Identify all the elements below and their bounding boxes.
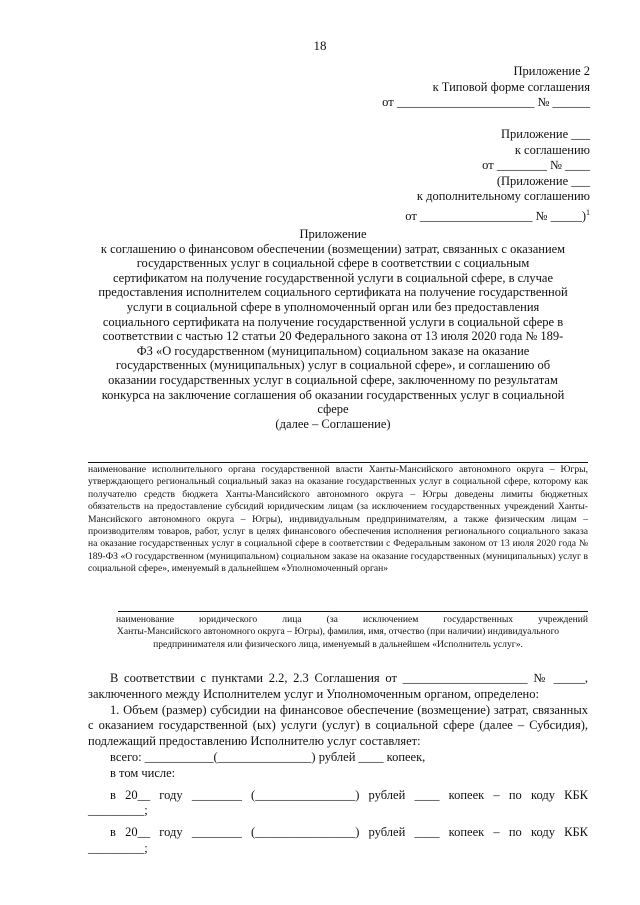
form-line-2: к соглашению [514, 142, 590, 157]
intro-paragraph: В соответствии с пунктами 2.2, 2.3 Соглашения от ____________________ № _____, заключенного между Исполнителем услуг и Уполномоченным органом, определено: [88, 671, 588, 701]
item-1-paragraph: 1. Объем (размер) субсидии на финансовое обеспечение (возмещение) затрат, связанных с оказанием государственной (ых) услуги (услуг) в социальной сфере (далее – Субсидия), подлежащий предоставлению Исполнителю услуг составляет: [88, 702, 588, 749]
authority-note: наименование исполнительного органа государственной власти Ханты-Мансийского автономного округа – Югры, утверждающего региональный социальный заказ на оказание государственных услуг в социальной сфере, которому как получателю средств бюджета Ханты-Мансийского автономного округа – Югры доведены лимиты бюджетных обязательств на предоставление субсидий юридическим лицам (за исключением государственных учреждений Ханты-Мансийского автономного округа – Югры), индивидуальным предпринимателям, а также физическим лицам – производителям товаров, работ, услуг в целях финансового обеспечения исполнения регионального социального заказа на оказание государственных услуг в социальной сфере в соответствии с Федеральным законом от 13 июля 2020 года № 189-ФЗ «О государственном (муниципальном) социальном заказе на оказание государственных (муниципальных) услуг в социальной сфере», именуемый в дальнейшем «Уполномоченный орган» [88, 464, 588, 575]
provider-note [88, 614, 588, 651]
including-line: в том числе: [110, 765, 176, 780]
provider-name-line [118, 611, 588, 612]
agreement-body [88, 671, 588, 857]
form-block [405, 127, 590, 224]
year-2-line: в 20__ году ________ (________________) рублей ____ копеек – по коду КБК [110, 825, 588, 840]
year-2-tail: _________; [88, 840, 148, 855]
form-line-5: к дополнительному соглашению [416, 189, 590, 203]
form-line-1: Приложение ___ [501, 127, 590, 141]
year-1-line: в 20__ году ________ (________________) рублей ____ копеек – по коду КБК [110, 787, 588, 802]
title-body: к соглашению о финансовом обеспечении (возмещении) затрат, связанных с оказанием государственных услуг в социальной сфере в соответствии с социальным сертификатом на получение государственной услуги в социальной сфере, в случае предоставления исполнителем социального сертификата на получение государственной услуги в социальной сфере в уполномоченный орган или без предоставления социального сертификата на получение государственной услуги в социальной сфере в соответствии с частью 12 статьи 20 Федерального закона от 13 июля 2020 года № 189-ФЗ «О государственном (муниципальном) социальном заказе на оказание государственных (муниципальных) услуг в социальной сфере», и соглашению об оказании государственных услуг в социальной сфере, заключенному по результатам конкурса на заключение соглашения об оказании государственных услуг в социальной сфере [98, 241, 568, 417]
year-1-tail: _________; [88, 803, 148, 818]
appendix-line-3: от ______________________ № ______ [382, 95, 590, 109]
provider-note-line-1: наименование юридического лица (за исключением государственных учреждений [116, 614, 588, 625]
document-title [98, 227, 568, 431]
authority-name-line [88, 462, 588, 463]
page-number: 18 [313, 38, 327, 53]
form-line-4: (Приложение ___ [496, 173, 590, 188]
form-line-3: от ________ № ____ [482, 158, 590, 172]
form-line-6 [405, 205, 590, 225]
appendix-line-1: Приложение 2 [513, 64, 590, 78]
appendix-line-2: к Типовой форме соглашения [432, 79, 590, 94]
title-line-1: Приложение [299, 227, 367, 241]
total-line: всего: ___________(_______________) рублей ____ копеек, [110, 749, 426, 764]
title-last: (далее – Соглашение) [275, 416, 391, 431]
provider-note-line-2: Ханты-Мансийского автономного округа – Югры), фамилия, имя, отчество (при наличии) индивидуального предпринимателя или физического лица, именуемый в дальнейшем «Исполнитель услуг». [116, 626, 560, 650]
appendix-header [382, 64, 590, 111]
footnote-mark: 1 [586, 207, 590, 217]
form-line-6-text: от __________________ № _____) [405, 208, 586, 223]
